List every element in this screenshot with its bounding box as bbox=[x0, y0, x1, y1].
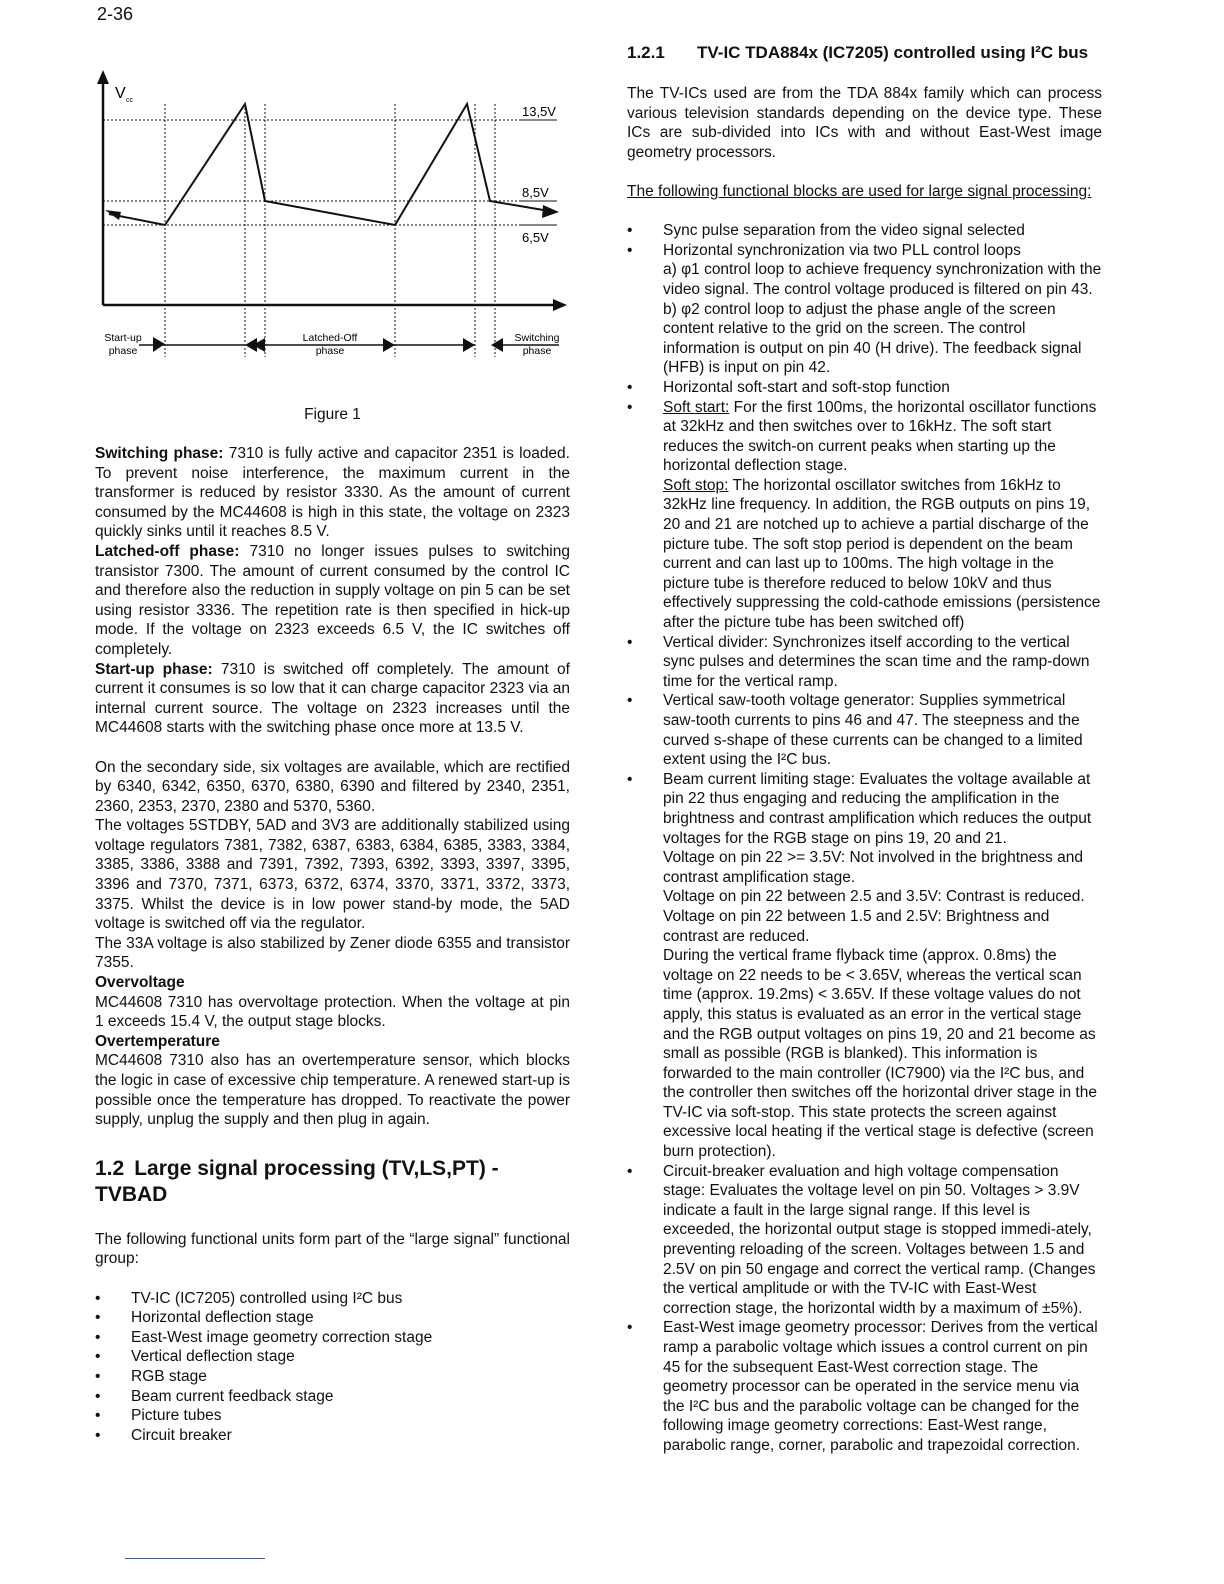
list-item: • Vertical divider: Synchronizes itself according to the vertical sync pulses and determines the scan time and the ramp-down time for the vertical ramp. bbox=[627, 633, 1102, 692]
section-title: Large signal processing (TV,LS,PT) - TVBAD bbox=[95, 1156, 499, 1206]
paragraph-switching-phase bbox=[95, 444, 570, 542]
list-item: • Beam current feedback stage bbox=[95, 1387, 570, 1407]
list-item: • Circuit breaker bbox=[95, 1426, 570, 1446]
level-label-6v5: 6,5V bbox=[522, 230, 549, 245]
term-soft-start: Soft start: bbox=[663, 398, 730, 416]
arrow-right bbox=[153, 337, 165, 352]
text: 7310 no longer issues pulses to switching transistor 7300. The amount of current consumed by the control IC and therefore also the reduction in supply voltage on pin 5 can be set using resistor 3336. The repetition rate is then specified in hick-up mode. If the voltage on 2323 exceeds 6.5 V, the IC switches off completely. bbox=[95, 542, 570, 658]
list-line: Voltage on pin 22 between 2.5 and 3.5V: Contrast is reduced. bbox=[663, 888, 1085, 906]
paragraph-startup-phase bbox=[95, 660, 570, 738]
list-line: Voltage on pin 22 between 1.5 and 2.5V: Brightness and contrast are reduced. bbox=[663, 907, 1050, 945]
heading-overtemperature bbox=[95, 1032, 570, 1052]
term-switching-phase: Switching phase: bbox=[95, 445, 224, 462]
y-axis-arrow bbox=[97, 70, 109, 84]
section-heading bbox=[95, 1156, 570, 1208]
list-item: • TV-IC (IC7205) controlled using I²C bus bbox=[95, 1289, 570, 1309]
figure-caption: Figure 1 bbox=[304, 406, 361, 423]
phase-startup-label-2: phase bbox=[108, 345, 138, 357]
y-axis-subscript: cc bbox=[126, 97, 133, 104]
paragraph-overtemperature: MC44608 7310 also has an overtemperature sensor, which blocks the logic in case of excessive chip temperature. A renewed start-up is possible once the temperature has dropped. To reactivate the power supply, unplug the supply and then plug in again. bbox=[95, 1052, 570, 1129]
list-item: • Circuit-breaker evaluation and high voltage compensation stage: Evaluates the voltage level on pin 50. Voltages > 3.9V indicate a fault in the large signal range. If this level is exceeded, the horizontal output stage is stopped immedi-ately, preventing reloading of the screen. Voltages between 1.5 and 2.5V on pin 50 engage and correct the vertical ramp. (Changes the vertical amplitude or with the TV-IC with East-West correction stage, the horizontal width by a maximum of ±5%). bbox=[627, 1162, 1102, 1319]
paragraph-overvoltage: MC44608 7310 has overvoltage protection. When the voltage at pin 1 exceeds 15.4 V, the output stage blocks. bbox=[95, 993, 570, 1031]
list-line: a) φ1 control loop to achieve frequency synchronization with the video signal. The control voltage produced is filtered on pin 43. bbox=[663, 261, 1102, 298]
list-item: • Horizontal deflection stage bbox=[95, 1308, 570, 1328]
phase-switching-label-2: phase bbox=[522, 345, 552, 357]
vcc-phase-diagram bbox=[95, 62, 570, 362]
list-item bbox=[627, 770, 1102, 1162]
text: 7310 is switched off completely. The amount of current it consumes is so low that it can charge capacitor 2323 via an internal current source. The voltage on 2323 increases until the MC44608 starts with the switching phase once more at 13.5 V. bbox=[95, 660, 570, 737]
term-latched-off-phase: Latched-off phase: bbox=[95, 542, 240, 560]
phase-switching-label: Switching bbox=[514, 332, 560, 344]
level-label-8v5: 8,5V bbox=[522, 185, 549, 200]
waveform-end-arrow bbox=[542, 205, 559, 218]
vcc-waveform bbox=[109, 104, 555, 225]
list-item: • East-West image geometry processor: Derives from the vertical ramp a parabolic voltage which issues a control current on pin 45 for the subsequent East-West correction stage. The geometry processor can be operated in the service menu via the I²C bus and the parabolic voltage can be changed for the following image geometry corrections: East-West range, parabolic range, corner, parabolic and trapezoidal correction. bbox=[627, 1318, 1102, 1455]
section-number: 1.2 bbox=[95, 1156, 125, 1180]
list-line: Voltage on pin 22 >= 3.5V: Not involved in the brightness and contrast amplification stage. bbox=[663, 849, 1083, 886]
list-line: • Beam current limiting stage: Evaluates the voltage available at pin 22 thus engaging and reducing the amplification in the brightness and contrast amplification which reduces the output voltages for the RGB stage on pins 19, 20 and 21. bbox=[663, 770, 1092, 847]
list-line bbox=[663, 476, 1102, 633]
list-item bbox=[627, 241, 1102, 378]
list-item: • Vertical saw-tooth voltage generator: Supplies symmetrical saw-tooth currents to pins 46 and 47. The steepness and the curved s-shape of these currents can be changed to a limited extent using the I²C bus. bbox=[627, 691, 1102, 769]
paragraph-voltage-regulators: The voltages 5STDBY, 5AD and 3V3 are additionally stabilized using voltage regulators 7381, 7382, 6387, 6383, 6384, 6385, 3383, 3384, 3385, 3386, 3388 and 7391, 7392, 7393, 6392, 3393, 3397, 3395, 3396 and 7370, 7371, 6373, 6372, 6374, 3370, 3371, 3372, 3373, 3375. Whilst the device is in low power stand-by mode, the 5AD voltage is switched off via the regulator. bbox=[95, 817, 570, 933]
list-line bbox=[663, 398, 1102, 476]
list-item: • RGB stage bbox=[95, 1367, 570, 1387]
functional-blocks-heading: The following functional blocks are used for large signal processing: bbox=[627, 182, 1092, 200]
list-item: • East-West image geometry correction stage bbox=[95, 1328, 570, 1348]
list-item: • Vertical deflection stage bbox=[95, 1347, 570, 1367]
paragraph-tv-ic-intro: The TV-ICs used are from the TDA 884x family which can process various television standards depending on the device type. These ICs are sub-divided into ICs with and without East-West image geometry processors. bbox=[627, 85, 1102, 161]
heading-text: Overvoltage bbox=[95, 974, 185, 992]
text: The horizontal oscillator switches from 16kHz to 32kHz line frequency. In addition, the RGB outputs on pins 19, 20 and 21 are notched up to achieve a partial discharge of the picture tube. The soft stop period is dependent on the beam current and can last up to 100ms. The high voltage in the picture tube is therefore reduced to below 10kV and thus effectively suppressing the cold-cathode emissions (persistence after the picture tube has been switched off) bbox=[663, 476, 1101, 632]
arrow-right bbox=[383, 338, 395, 352]
text: For the first 100ms, the horizontal oscillator functions at 32kHz and then switches over to 16kHz. The soft start reduces the switch-on current peaks when starting up the horizontal deflection stage. bbox=[663, 398, 1097, 475]
phase-startup-label: Start-up bbox=[104, 332, 142, 344]
functional-blocks-list bbox=[627, 221, 1102, 1455]
waveform-start-arrow bbox=[105, 210, 121, 220]
right-column bbox=[627, 42, 1102, 1456]
text: 7310 is fully active and capacitor 2351 is loaded. To prevent noise interference, the maximum current in the transformer is reduced by resistor 3330. As the amount of current consumed by the MC44608 is high in this state, the voltage on 2323 quickly sinks until it reaches 8.5 V. bbox=[95, 445, 570, 541]
term-startup-phase: Start-up phase: bbox=[95, 660, 213, 678]
x-axis-arrow bbox=[553, 299, 567, 311]
phase-latched-label: Latched-Off bbox=[302, 332, 358, 344]
left-column bbox=[95, 62, 570, 1445]
y-axis-label: V bbox=[115, 85, 126, 102]
list-item: • Sync pulse separation from the video signal selected bbox=[627, 221, 1102, 241]
figure-vcc-phases bbox=[95, 62, 570, 362]
list-item: • Horizontal soft-start and soft-stop function bbox=[627, 378, 1102, 398]
phase-latched-label-2: phase bbox=[315, 345, 345, 357]
level-label-13v5: 13,5V bbox=[522, 104, 556, 119]
list-line: During the vertical frame flyback time (approx. 0.8ms) the voltage on 22 needs to be < 3.65V, whereas the vertical scan time (approx. 19.2ms) < 3.65V. If these voltage values do not apply, this status is evaluated as an error in the vertical stage and the RGB output voltages on pins 19, 20 and 21 become as small as possible (RGB is blanked). This information is forwarded to the main controller (IC7900) via the I²C bus, and the controller then switches off the horizontal driver stage in the TV-IC via soft-stop. This state protects the screen against excessive local heating if the vertical stage is defective (screen burn protection). bbox=[663, 947, 1097, 1161]
paragraph-secondary-side: On the secondary side, six voltages are available, which are rectified by 6340, 6342, 6350, 6370, 6380, 6390 and filtered by 2340, 2351, 2360, 2353, 2370, 2380 and 5370, 5360. bbox=[95, 758, 570, 815]
list-line: • Horizontal synchronization via two PLL control loops bbox=[663, 241, 1021, 259]
subsection-number: 1.2.1 bbox=[627, 43, 665, 62]
subsection-heading bbox=[627, 42, 1102, 63]
arrow-right bbox=[463, 338, 475, 352]
list-item bbox=[627, 398, 1102, 633]
heading-text: Overtemperature bbox=[95, 1032, 220, 1050]
page-number: 2-36 bbox=[97, 4, 134, 24]
paragraph-latched-off-phase bbox=[95, 542, 570, 660]
subsection-title: TV-IC TDA884x (IC7205) controlled using I²C bus bbox=[697, 43, 1089, 62]
list-line: b) φ2 control loop to adjust the phase angle of the screen content relative to the grid on the screen. The control information is output on pin 40 (H drive). The feedback signal (HFB) is input on pin 42. bbox=[663, 300, 1082, 377]
term-soft-stop: Soft stop: bbox=[663, 476, 729, 494]
footnote-rule bbox=[125, 1558, 265, 1559]
heading-overvoltage bbox=[95, 973, 570, 993]
list-item: • Picture tubes bbox=[95, 1406, 570, 1426]
paragraph-33a-voltage: The 33A voltage is also stabilized by Zener diode 6355 and transistor 7355. bbox=[95, 934, 570, 972]
section-intro: The following functional units form part of the “large signal” functional group: bbox=[95, 1230, 570, 1268]
functional-units-list bbox=[95, 1289, 570, 1446]
